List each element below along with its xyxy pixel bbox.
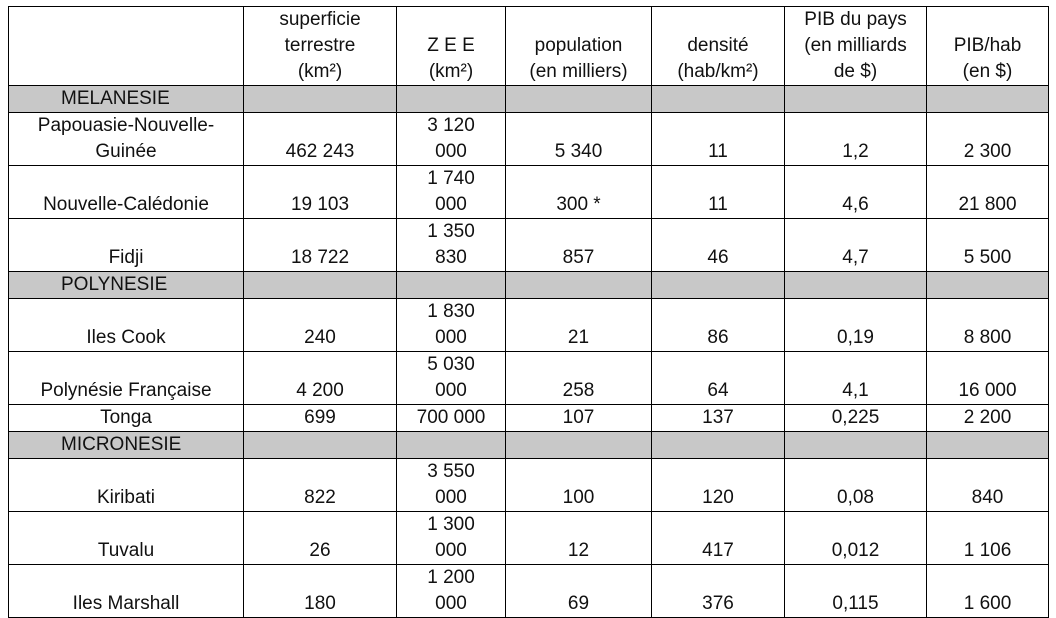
area-value: 462 243 [244, 113, 397, 166]
cell-line: (en milliers) [529, 61, 628, 82]
table-row [9, 405, 1049, 432]
cell-line: Guinée [95, 141, 157, 162]
cell-line: 000 [435, 487, 467, 508]
zee-value [397, 459, 506, 512]
density-value: 11 [652, 166, 785, 219]
population-value: 107 [506, 405, 652, 432]
country-name [9, 299, 244, 352]
section-blank-cell [244, 432, 397, 459]
country-name [9, 352, 244, 405]
zee-value [397, 565, 506, 618]
table-body [9, 7, 1049, 618]
density-value: 64 [652, 352, 785, 405]
country-name [9, 219, 244, 272]
density-value: 376 [652, 565, 785, 618]
section-name: MELANESIE [9, 86, 244, 113]
area-value: 19 103 [244, 166, 397, 219]
population-value: 300 * [506, 166, 652, 219]
section-blank-cell [652, 86, 785, 113]
section-blank-cell [397, 272, 506, 299]
cell-line: 5 030 [427, 354, 475, 375]
cell-line: Iles Marshall [72, 593, 180, 614]
cell-line: 3 550 [427, 461, 475, 482]
area-value: 240 [244, 299, 397, 352]
cell-line: 1 300 [427, 514, 475, 535]
density-value: 417 [652, 512, 785, 565]
cell-line: (en $) [962, 61, 1013, 82]
table-row [9, 459, 1049, 512]
cell-line: 1 350 [427, 221, 475, 242]
cell-line: 1 200 [427, 567, 475, 588]
country-name [9, 459, 244, 512]
section-blank-cell [785, 272, 927, 299]
cell-line: Iles Cook [86, 327, 166, 348]
section-name: MICRONESIE [9, 432, 244, 459]
gdp-value: 4,1 [785, 352, 927, 405]
cell-line: 000 [435, 327, 467, 348]
pacific-countries-table [8, 6, 1049, 618]
country-name [9, 166, 244, 219]
gdp-per-capita-value: 1 600 [927, 565, 1049, 618]
density-value: 86 [652, 299, 785, 352]
cell-line: 000 [435, 593, 467, 614]
gdp-value: 0,19 [785, 299, 927, 352]
table-row [9, 219, 1049, 272]
population-value: 5 340 [506, 113, 652, 166]
gdp-per-capita-value: 1 106 [927, 512, 1049, 565]
table-row [9, 299, 1049, 352]
gdp-per-capita-value: 8 800 [927, 299, 1049, 352]
section-blank-cell [652, 272, 785, 299]
gdp-value: 4,7 [785, 219, 927, 272]
gdp-per-capita-value: 21 800 [927, 166, 1049, 219]
density-value: 46 [652, 219, 785, 272]
section-blank-cell [927, 432, 1049, 459]
population-value: 69 [506, 565, 652, 618]
table-row [9, 113, 1049, 166]
cell-line: population [534, 35, 623, 56]
header-gdp-per-capita [927, 7, 1049, 86]
cell-line: densité [687, 35, 749, 56]
section-header-row [9, 432, 1049, 459]
table-row [9, 565, 1049, 618]
cell-line: terrestre [284, 35, 356, 56]
zee-value [397, 219, 506, 272]
cell-line: 3 120 [427, 115, 475, 136]
country-name [9, 565, 244, 618]
gdp-per-capita-value: 840 [927, 459, 1049, 512]
section-blank-cell [927, 272, 1049, 299]
gdp-per-capita-value: 2 300 [927, 113, 1049, 166]
cell-line: superficie [279, 9, 361, 30]
country-name [9, 405, 244, 432]
population-value: 258 [506, 352, 652, 405]
gdp-value: 1,2 [785, 113, 927, 166]
section-name: POLYNESIE [9, 272, 244, 299]
gdp-value: 0,012 [785, 512, 927, 565]
population-value: 100 [506, 459, 652, 512]
population-value: 12 [506, 512, 652, 565]
zee-value [397, 113, 506, 166]
cell-line: PIB du pays [804, 9, 907, 30]
zee-value [397, 352, 506, 405]
cell-line: (hab/km²) [677, 61, 759, 82]
section-blank-cell [506, 86, 652, 113]
table-row [9, 352, 1049, 405]
cell-line: 000 [435, 540, 467, 561]
header-zee [397, 7, 506, 86]
header-gdp [785, 7, 927, 86]
section-blank-cell [244, 86, 397, 113]
header-density [652, 7, 785, 86]
cell-line: Kiribati [96, 487, 156, 508]
area-value: 180 [244, 565, 397, 618]
cell-line: Fidji [108, 247, 144, 268]
cell-line: Polynésie Française [40, 380, 212, 401]
cell-line: (km²) [297, 61, 343, 82]
zee-value [397, 299, 506, 352]
gdp-value: 0,08 [785, 459, 927, 512]
gdp-value: 0,225 [785, 405, 927, 432]
section-header-row [9, 86, 1049, 113]
population-value: 857 [506, 219, 652, 272]
section-blank-cell [785, 86, 927, 113]
section-blank-cell [652, 432, 785, 459]
cell-line: 1 830 [427, 301, 475, 322]
cell-line: Tuvalu [97, 540, 155, 561]
section-blank-cell [785, 432, 927, 459]
cell-line: 700 000 [416, 407, 486, 428]
cell-line: 000 [435, 141, 467, 162]
cell-line: (en milliards [804, 35, 907, 56]
cell-line: 000 [435, 194, 467, 215]
area-value: 26 [244, 512, 397, 565]
table-row [9, 512, 1049, 565]
section-blank-cell [397, 86, 506, 113]
zee-value [397, 405, 506, 432]
section-blank-cell [244, 272, 397, 299]
zee-value [397, 166, 506, 219]
cell-line: Nouvelle-Calédonie [43, 194, 209, 215]
gdp-value: 4,6 [785, 166, 927, 219]
density-value: 137 [652, 405, 785, 432]
section-blank-cell [506, 272, 652, 299]
density-value: 120 [652, 459, 785, 512]
density-value: 11 [652, 113, 785, 166]
country-name [9, 512, 244, 565]
cell-line: 1 740 [427, 168, 475, 189]
cell-line: 000 [435, 380, 467, 401]
gdp-per-capita-value: 2 200 [927, 405, 1049, 432]
zee-value [397, 512, 506, 565]
gdp-value: 0,115 [785, 565, 927, 618]
area-value: 822 [244, 459, 397, 512]
population-value: 21 [506, 299, 652, 352]
header-area [244, 7, 397, 86]
gdp-per-capita-value: 5 500 [927, 219, 1049, 272]
header-row [9, 7, 1049, 86]
area-value: 4 200 [244, 352, 397, 405]
table-row [9, 166, 1049, 219]
cell-line: (km²) [428, 61, 474, 82]
cell-line: PIB/hab [953, 35, 1022, 56]
cell-line: Z E E [427, 35, 475, 56]
cell-line: de $) [833, 61, 878, 82]
cell-line: 830 [435, 247, 467, 268]
section-blank-cell [397, 432, 506, 459]
section-blank-cell [927, 86, 1049, 113]
area-value: 699 [244, 405, 397, 432]
header-blank-cell [9, 7, 244, 86]
section-blank-cell [506, 432, 652, 459]
gdp-per-capita-value: 16 000 [927, 352, 1049, 405]
header-population [506, 7, 652, 86]
country-name [9, 113, 244, 166]
section-header-row [9, 272, 1049, 299]
area-value: 18 722 [244, 219, 397, 272]
cell-line: Papouasie-Nouvelle- [37, 115, 215, 136]
cell-line: Tonga [100, 407, 152, 428]
